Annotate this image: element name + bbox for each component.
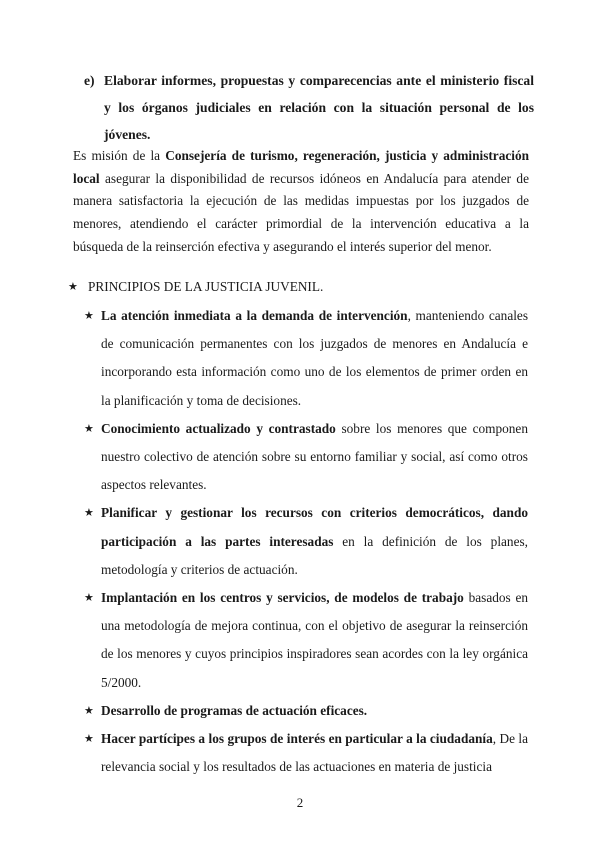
principle-item [84,302,528,415]
principle-text: , De la relevancia social y los resultados de las actuaciones en materia de justicia [101,731,529,775]
star-bullet-icon: ★ [68,280,78,293]
star-bullet-icon: ★ [84,732,94,746]
principle-bold: Conocimiento actualizado y contrastado [101,420,336,436]
mission-entity: Consejería de turismo, regeneración, justicia y administración local [73,148,529,186]
list-item-marker: e) [84,73,95,88]
star-bullet-icon: ★ [84,421,94,435]
principle-text: basados en una metodología de mejora continua, con el objetivo de asegurar la reinserción de los menores y cuyos principios inspiradores sean acordes con la ley orgánica 5/2000. [101,590,528,690]
star-bullet-icon: ★ [84,309,94,322]
principle-item [84,499,528,584]
mission-intro: Es misión de la [73,148,166,163]
star-bullet-icon: ★ [84,506,94,520]
mission-rest: asegurar la disponibilidad de recursos idóneos en Andalucía para atender de manera satisfactoria la ejecución de las medidas impuestas por los juzgados de menores, atendiendo el carácter primordial de la intervención educativa a la búsqueda de la reinserción efectiva y asegurando el interés superior del menor. [73,170,529,254]
principle-item [84,697,528,725]
list-item-text: Elaborar informes, propuestas y comparecencias ante el ministerio fiscal y los órganos judiciales en relación con la situación personal de los jóvenes. [104,73,534,142]
principle-bold: Desarrollo de programas de actuación eficaces. [101,702,368,718]
section-heading [68,278,528,296]
principle-bold: La atención inmediata a la demanda de intervención [101,308,408,323]
star-bullet-icon: ★ [84,591,94,605]
principle-bold: Implantación en los centros y servicios, de modelos de trabajo [101,590,464,606]
mission-paragraph [73,145,529,259]
principle-item [84,725,528,781]
principle-text: en la definición de los planes, metodología y criterios de actuación. [101,533,528,577]
principle-text: , manteniendo canales de comunicación permanentes con los juzgados de menores en Andalucía e incorporando esta información como uno de los elementos de primer orden en la planificación y toma de decisiones. [101,308,528,408]
list-item-e [84,67,534,148]
principle-bold: Planificar y gestionar los recursos con criterios democráticos, dando participación a las partes interesadas [101,505,528,549]
principles-list [84,302,528,781]
star-bullet-icon: ★ [84,703,94,717]
section-heading-text: PRINCIPIOS DE LA JUSTICIA JUVENIL. [88,279,324,294]
principle-item [84,584,528,697]
principle-text: sobre los menores que componen nuestro colectivo de atención sobre su entorno familiar y social, así como otros aspectos relevantes. [101,420,528,493]
principle-item [84,415,528,500]
page-number: 2 [296,795,304,810]
principle-bold: Hacer partícipes a los grupos de interés en particular a la ciudadanía [101,731,493,747]
